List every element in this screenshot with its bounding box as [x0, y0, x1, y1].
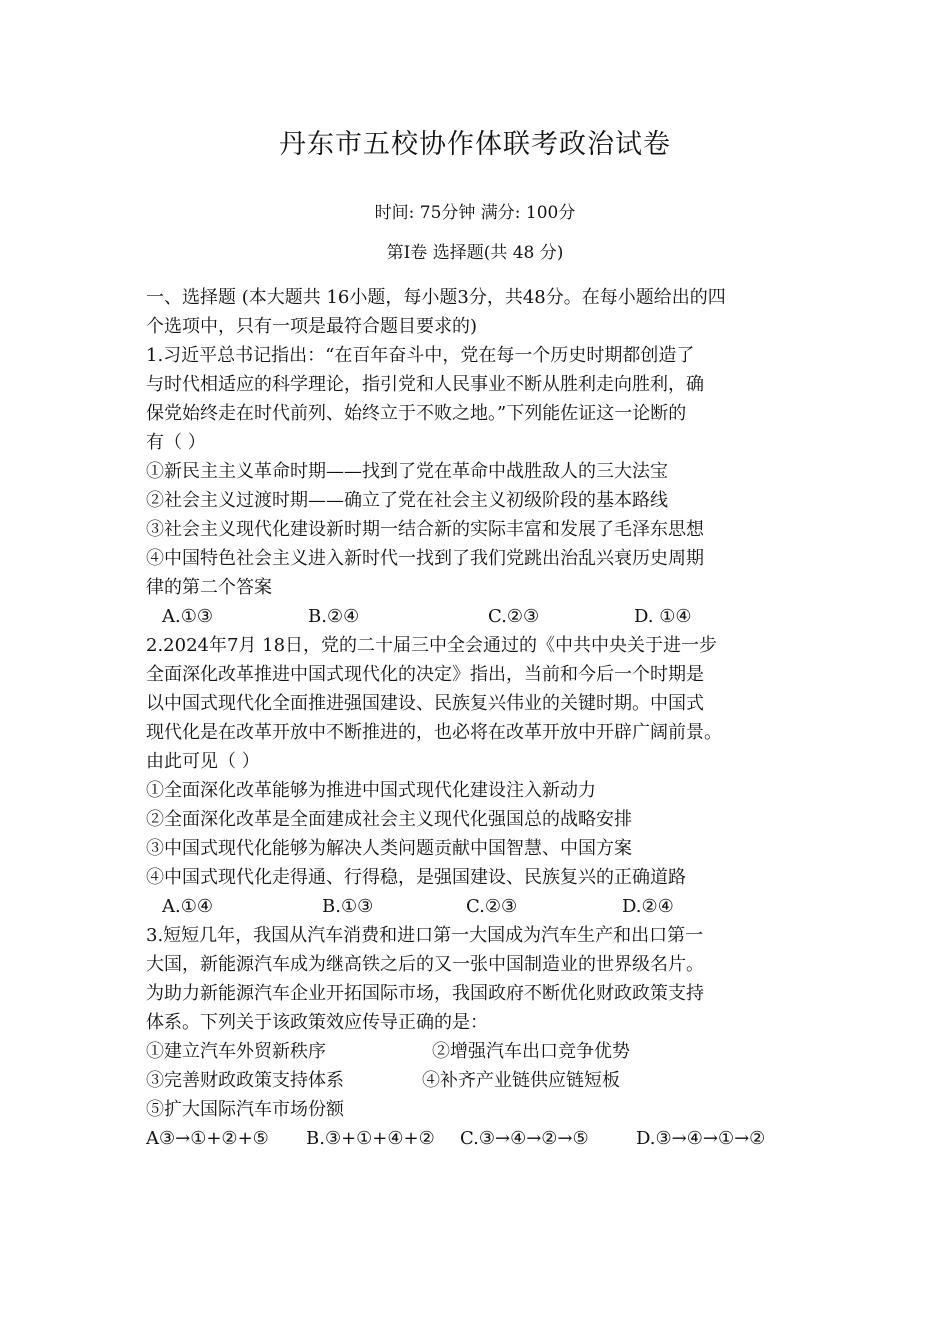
- option-d[interactable]: D.②④: [622, 896, 674, 917]
- question-item: ①建立汽车外贸新秩序: [146, 1041, 326, 1062]
- question-2: [146, 631, 826, 921]
- question-stem-line: 以中国式现代化全面推进强国建设、民族复兴伟业的关键时期。中国式: [146, 693, 704, 714]
- question-item: ②增强汽车出口竞争优势: [432, 1041, 630, 1062]
- question-stem-line: 2.2024年7月 18日，党的二十届三中全会通过的《中共中央关于进一步: [146, 635, 718, 656]
- option-d[interactable]: D. ①④: [634, 606, 692, 627]
- question-item-row: [146, 1037, 826, 1066]
- question-stem-line: 为助力新能源汽车企业开拓国际市场，我国政府不断优化财政政策支持: [146, 983, 704, 1004]
- question-stem-line: 全面深化改革推进中国式现代化的决定》指出，当前和今后一个时期是: [146, 664, 704, 685]
- exam-title: 丹东市五校协作体联考政治试卷: [279, 129, 671, 160]
- question-item-row: [146, 1066, 826, 1095]
- question-item: ④中国式现代化走得通、行得稳，是强国建设、民族复兴的正确道路: [146, 867, 686, 888]
- option-c[interactable]: C.②③: [488, 606, 540, 627]
- question-item: ①新民主主义革命时期——找到了党在革命中战胜敌人的三大法宝: [146, 461, 668, 482]
- option-c[interactable]: C.③→④→②→⑤: [460, 1128, 589, 1149]
- answer-options: [146, 892, 826, 921]
- question-item: ③中国式现代化能够为解决人类问题贡献中国智慧、中国方案: [146, 838, 632, 859]
- option-b[interactable]: B.②④: [308, 606, 360, 627]
- exam-meta: 时间: 75分钟 满分: 100分: [374, 203, 576, 223]
- option-b[interactable]: B.③+①+④+②: [306, 1128, 435, 1149]
- question-item: ②社会主义过渡时期——确立了党在社会主义初级阶段的基本路线: [146, 490, 668, 511]
- answer-options: [146, 1124, 826, 1153]
- question-stem-line: 由此可见（ ）: [146, 751, 260, 772]
- question-item: ③社会主义现代化建设新时期一结合新的实际丰富和发展了毛泽东思想: [146, 519, 704, 540]
- question-stem-line: 3.短短几年，我国从汽车消费和进口第一大国成为汽车生产和出口第一: [146, 925, 704, 946]
- question-stem-line: 保党始终走在时代前列、始终立于不败之地。”下列能佐证这一论断的: [146, 403, 687, 424]
- option-a[interactable]: A.①③: [162, 606, 213, 627]
- question-stem-line: 有（ ）: [146, 432, 206, 453]
- section-intro-line: 一、选择题 (本大题共 16小题，每小题3分，共48分。在每小题给出的四: [146, 287, 726, 308]
- option-b[interactable]: B.①③: [322, 896, 374, 917]
- question-stem-line: 1.习近平总书记指出：“在百年奋斗中，党在每一个历史时期都创造了: [146, 345, 695, 366]
- question-stem-line: 体系。下列关于该政策效应传导正确的是：: [146, 1012, 488, 1033]
- question-item: ①全面深化改革能够为推进中国式现代化建设注入新动力: [146, 780, 596, 801]
- question-item: ②全面深化改革是全面建成社会主义现代化强国总的战略安排: [146, 809, 632, 830]
- part-heading: 第Ⅰ卷 选择题(共 48 分): [386, 243, 564, 263]
- option-c[interactable]: C.②③: [466, 896, 518, 917]
- option-a[interactable]: A③→①+②+⑤: [146, 1128, 269, 1149]
- question-item: ③完善财政政策支持体系: [146, 1070, 344, 1091]
- section-intro-line: 个选项中，只有一项是最符合题目要求的): [146, 316, 478, 337]
- question-item: ④中国特色社会主义进入新时代一找到了我们党跳出治乱兴衰历史周期: [146, 548, 704, 569]
- answer-options: [146, 602, 826, 631]
- question-1: [146, 341, 826, 631]
- question-stem-line: 现代化是在改革开放中不断推进的，也必将在改革开放中开辟广阔前景。: [146, 722, 722, 743]
- option-a[interactable]: A.①④: [162, 896, 213, 917]
- exam-content: [146, 283, 826, 1153]
- question-stem-line: 与时代相适应的科学理论，指引党和人民事业不断从胜利走向胜利，确: [146, 374, 704, 395]
- question-stem-line: 大国，新能源汽车成为继高铁之后的又一张中国制造业的世界级名片。: [146, 954, 704, 975]
- option-d[interactable]: D.③→④→①→②: [636, 1128, 766, 1149]
- question-item: ④补齐产业链供应链短板: [422, 1070, 620, 1091]
- question-item: ⑤扩大国际汽车市场份额: [146, 1099, 344, 1120]
- question-item: 律的第二个答案: [146, 577, 272, 598]
- question-3: [146, 921, 826, 1153]
